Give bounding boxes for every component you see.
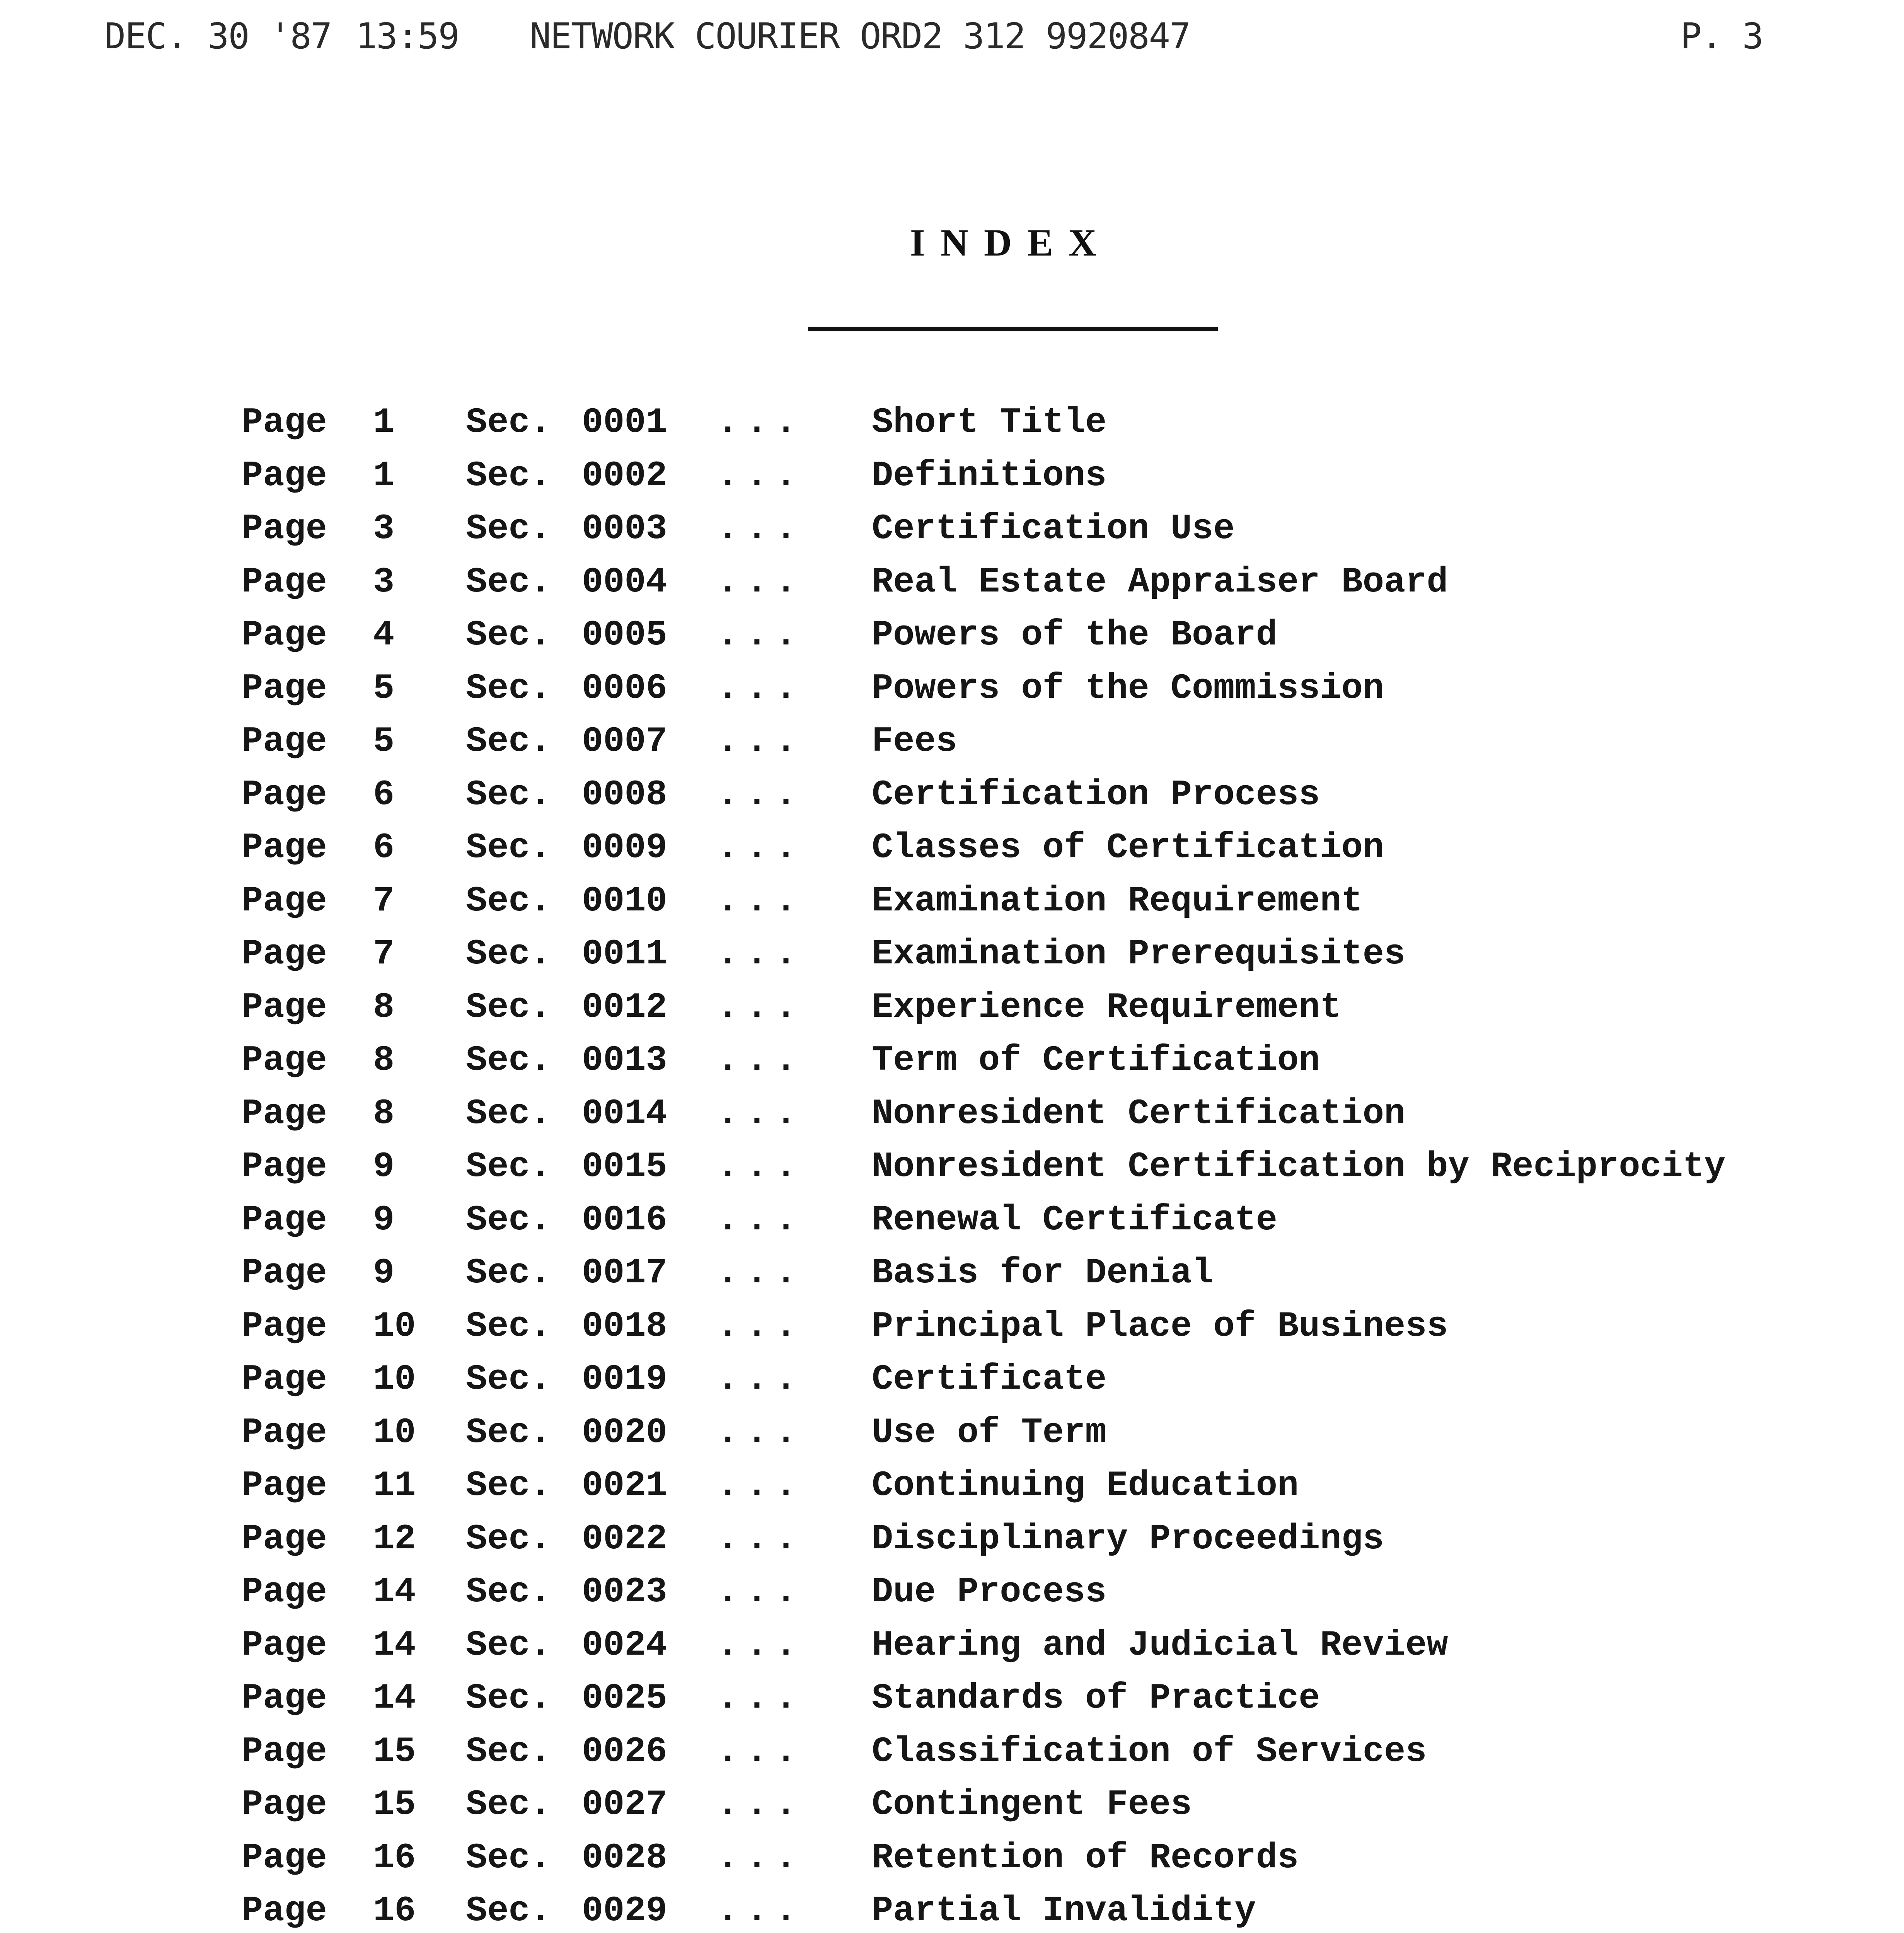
entry-title: Principal Place of Business xyxy=(872,1306,1448,1347)
fax-time: 13:59 xyxy=(356,15,459,57)
entry-sec-label: Sec. xyxy=(466,1093,551,1134)
entry-sec-number: 0002 xyxy=(582,455,667,496)
entry-page-label: Page xyxy=(242,880,327,921)
entry-sec-number: 0004 xyxy=(582,561,667,602)
entry-dot-leader: ... xyxy=(717,615,805,655)
entry-sec-number: 0022 xyxy=(582,1518,667,1559)
entry-title: Definitions xyxy=(872,455,1107,496)
entry-sec-label: Sec. xyxy=(466,880,551,921)
index-entry xyxy=(236,1093,1898,1147)
entry-sec-number: 0024 xyxy=(582,1624,667,1665)
entry-page-label: Page xyxy=(242,1306,327,1347)
index-entry xyxy=(236,1838,1898,1891)
index-entry xyxy=(236,827,1898,881)
entry-page-label: Page xyxy=(242,668,327,709)
entry-sec-label: Sec. xyxy=(466,1731,551,1772)
entry-page-number: 7 xyxy=(373,880,395,921)
entry-dot-leader: ... xyxy=(717,934,805,974)
entry-page-number: 7 xyxy=(373,934,395,974)
entry-sec-label: Sec. xyxy=(466,721,551,762)
fax-header xyxy=(104,15,1763,62)
entry-sec-label: Sec. xyxy=(466,1624,551,1665)
index-entry xyxy=(236,508,1898,562)
entry-sec-label: Sec. xyxy=(466,1040,551,1081)
entry-page-number: 15 xyxy=(373,1731,416,1772)
entry-title: Experience Requirement xyxy=(872,987,1341,1028)
entry-page-label: Page xyxy=(242,987,327,1028)
entry-title: Continuing Education xyxy=(872,1465,1299,1506)
entry-sec-number: 0016 xyxy=(582,1199,667,1240)
entry-page-number: 10 xyxy=(373,1412,416,1453)
entry-sec-number: 0011 xyxy=(582,934,667,974)
entry-title: Disciplinary Proceedings xyxy=(872,1518,1384,1559)
entry-sec-number: 0025 xyxy=(582,1678,667,1718)
entry-page-label: Page xyxy=(242,1890,327,1931)
entry-title: Powers of the Board xyxy=(872,615,1277,655)
entry-page-number: 15 xyxy=(373,1784,416,1825)
entry-sec-number: 0018 xyxy=(582,1306,667,1347)
entry-page-number: 14 xyxy=(373,1624,416,1665)
entry-sec-number: 0019 xyxy=(582,1359,667,1399)
entry-sec-number: 0014 xyxy=(582,1093,667,1134)
entry-dot-leader: ... xyxy=(717,1890,805,1931)
entry-dot-leader: ... xyxy=(717,561,805,602)
entry-page-label: Page xyxy=(242,1731,327,1772)
entry-page-label: Page xyxy=(242,1784,327,1825)
entry-page-number: 6 xyxy=(373,774,395,815)
fax-sender: NETWORK COURIER ORD2 312 9920847 xyxy=(530,15,1190,57)
entry-page-label: Page xyxy=(242,1465,327,1506)
index-entry xyxy=(236,721,1898,774)
entry-dot-leader: ... xyxy=(717,1040,805,1081)
entry-dot-leader: ... xyxy=(717,402,805,443)
entry-sec-number: 0029 xyxy=(582,1890,667,1931)
index-entry xyxy=(236,1784,1898,1838)
entry-title: Term of Certification xyxy=(872,1040,1320,1081)
entry-sec-label: Sec. xyxy=(466,987,551,1028)
entry-page-label: Page xyxy=(242,1253,327,1293)
entry-sec-label: Sec. xyxy=(466,402,551,443)
entry-sec-label: Sec. xyxy=(466,1678,551,1718)
entry-sec-label: Sec. xyxy=(466,1146,551,1187)
entry-title: Retention of Records xyxy=(872,1837,1299,1878)
entry-title: Standards of Practice xyxy=(872,1678,1320,1718)
index-entry xyxy=(236,1253,1898,1306)
entry-page-label: Page xyxy=(242,1412,327,1453)
entry-title: Contingent Fees xyxy=(872,1784,1192,1825)
entry-page-label: Page xyxy=(242,1518,327,1559)
entry-dot-leader: ... xyxy=(717,1146,805,1187)
index-entry xyxy=(236,1890,1898,1933)
entry-page-number: 6 xyxy=(373,827,395,868)
entry-sec-number: 0028 xyxy=(582,1837,667,1878)
entry-title: Basis for Denial xyxy=(872,1253,1214,1293)
document-title: INDEX xyxy=(910,221,1112,264)
entry-page-number: 11 xyxy=(373,1465,416,1506)
fax-page-number: P. 3 xyxy=(1680,15,1763,57)
entry-page-label: Page xyxy=(242,1678,327,1718)
entry-sec-number: 0001 xyxy=(582,402,667,443)
entry-sec-label: Sec. xyxy=(466,615,551,655)
entry-dot-leader: ... xyxy=(717,1359,805,1399)
entry-title: Due Process xyxy=(872,1572,1107,1612)
index-entry xyxy=(236,1678,1898,1731)
entry-title: Partial Invalidity xyxy=(872,1890,1256,1931)
entry-sec-label: Sec. xyxy=(466,455,551,496)
entry-page-label: Page xyxy=(242,1624,327,1665)
entry-page-number: 9 xyxy=(373,1146,395,1187)
index-entry xyxy=(236,1146,1898,1200)
entry-dot-leader: ... xyxy=(717,987,805,1028)
entry-page-label: Page xyxy=(242,1040,327,1081)
entry-page-label: Page xyxy=(242,402,327,443)
entry-dot-leader: ... xyxy=(717,1518,805,1559)
entry-sec-number: 0009 xyxy=(582,827,667,868)
index-entry xyxy=(236,1040,1898,1093)
entry-page-number: 12 xyxy=(373,1518,416,1559)
entry-dot-leader: ... xyxy=(717,508,805,549)
entry-sec-number: 0026 xyxy=(582,1731,667,1772)
entry-dot-leader: ... xyxy=(717,1784,805,1825)
index-entry xyxy=(236,455,1898,509)
entry-page-label: Page xyxy=(242,615,327,655)
entry-page-number: 14 xyxy=(373,1572,416,1612)
entry-title: Powers of the Commission xyxy=(872,668,1384,709)
entry-title: Examination Requirement xyxy=(872,880,1363,921)
title-underline xyxy=(808,327,1218,331)
entry-sec-label: Sec. xyxy=(466,1572,551,1612)
entry-sec-number: 0005 xyxy=(582,615,667,655)
entry-dot-leader: ... xyxy=(717,1412,805,1453)
entry-sec-number: 0021 xyxy=(582,1465,667,1506)
entry-title: Short Title xyxy=(872,402,1107,443)
entry-dot-leader: ... xyxy=(717,774,805,815)
index-entry xyxy=(236,668,1898,721)
index-entry xyxy=(236,615,1898,668)
entry-sec-number: 0017 xyxy=(582,1253,667,1293)
index-entry xyxy=(236,1625,1898,1678)
entry-sec-number: 0023 xyxy=(582,1572,667,1612)
entry-dot-leader: ... xyxy=(717,1731,805,1772)
entry-sec-label: Sec. xyxy=(466,1784,551,1825)
entry-page-label: Page xyxy=(242,455,327,496)
entry-title: Hearing and Judicial Review xyxy=(872,1624,1448,1665)
entry-dot-leader: ... xyxy=(717,455,805,496)
entry-page-number: 16 xyxy=(373,1837,416,1878)
entry-title: Certification Process xyxy=(872,774,1320,815)
entry-title: Certification Use xyxy=(872,508,1235,549)
entry-sec-number: 0013 xyxy=(582,1040,667,1081)
index-list xyxy=(236,402,1898,1933)
entry-page-number: 3 xyxy=(373,508,395,549)
entry-page-label: Page xyxy=(242,774,327,815)
entry-page-number: 1 xyxy=(373,455,395,496)
entry-page-number: 1 xyxy=(373,402,395,443)
index-entry xyxy=(236,1200,1898,1253)
entry-page-label: Page xyxy=(242,561,327,602)
entry-sec-number: 0020 xyxy=(582,1412,667,1453)
index-entry xyxy=(236,562,1898,615)
entry-sec-number: 0015 xyxy=(582,1146,667,1187)
index-entry xyxy=(236,1412,1898,1466)
entry-title: Use of Term xyxy=(872,1412,1107,1453)
entry-page-label: Page xyxy=(242,934,327,974)
entry-sec-label: Sec. xyxy=(466,1412,551,1453)
entry-sec-number: 0027 xyxy=(582,1784,667,1825)
index-entry xyxy=(236,881,1898,934)
entry-sec-label: Sec. xyxy=(466,1199,551,1240)
index-entry xyxy=(236,1572,1898,1625)
index-entry xyxy=(236,402,1898,455)
entry-page-number: 8 xyxy=(373,987,395,1028)
index-entry xyxy=(236,987,1898,1040)
entry-page-number: 8 xyxy=(373,1093,395,1134)
entry-page-label: Page xyxy=(242,827,327,868)
entry-dot-leader: ... xyxy=(717,1465,805,1506)
entry-page-label: Page xyxy=(242,721,327,762)
entry-page-number: 9 xyxy=(373,1199,395,1240)
entry-page-number: 10 xyxy=(373,1306,416,1347)
entry-sec-label: Sec. xyxy=(466,561,551,602)
entry-page-label: Page xyxy=(242,508,327,549)
entry-dot-leader: ... xyxy=(717,1678,805,1718)
entry-page-number: 10 xyxy=(373,1359,416,1399)
entry-title: Nonresident Certification xyxy=(872,1093,1406,1134)
entry-sec-label: Sec. xyxy=(466,1518,551,1559)
entry-page-label: Page xyxy=(242,1146,327,1187)
entry-dot-leader: ... xyxy=(717,1306,805,1347)
entry-dot-leader: ... xyxy=(717,1572,805,1612)
entry-sec-number: 0003 xyxy=(582,508,667,549)
entry-sec-label: Sec. xyxy=(466,1465,551,1506)
entry-page-number: 3 xyxy=(373,561,395,602)
entry-sec-label: Sec. xyxy=(466,1306,551,1347)
index-entry xyxy=(236,1359,1898,1412)
entry-title: Classes of Certification xyxy=(872,827,1384,868)
entry-page-label: Page xyxy=(242,1093,327,1134)
entry-dot-leader: ... xyxy=(717,1624,805,1665)
entry-dot-leader: ... xyxy=(717,880,805,921)
entry-title: Nonresident Certification by Reciprocity xyxy=(872,1146,1726,1187)
entry-page-number: 14 xyxy=(373,1678,416,1718)
entry-dot-leader: ... xyxy=(717,827,805,868)
entry-sec-label: Sec. xyxy=(466,1837,551,1878)
entry-sec-label: Sec. xyxy=(466,1359,551,1399)
index-entry xyxy=(236,1306,1898,1359)
entry-sec-number: 0010 xyxy=(582,880,667,921)
entry-sec-label: Sec. xyxy=(466,508,551,549)
entry-dot-leader: ... xyxy=(717,721,805,762)
entry-page-label: Page xyxy=(242,1837,327,1878)
entry-page-label: Page xyxy=(242,1199,327,1240)
index-entry xyxy=(236,774,1898,828)
entry-page-label: Page xyxy=(242,1359,327,1399)
index-entry xyxy=(236,934,1898,987)
entry-dot-leader: ... xyxy=(717,1837,805,1878)
entry-dot-leader: ... xyxy=(717,668,805,709)
entry-sec-label: Sec. xyxy=(466,774,551,815)
index-entry xyxy=(236,1519,1898,1572)
entry-page-number: 9 xyxy=(373,1253,395,1293)
entry-page-number: 16 xyxy=(373,1890,416,1931)
entry-title: Classification of Services xyxy=(872,1731,1427,1772)
entry-sec-number: 0008 xyxy=(582,774,667,815)
index-entry xyxy=(236,1731,1898,1785)
entry-page-number: 5 xyxy=(373,668,395,709)
entry-sec-label: Sec. xyxy=(466,827,551,868)
entry-sec-label: Sec. xyxy=(466,1253,551,1293)
entry-sec-label: Sec. xyxy=(466,934,551,974)
entry-title: Fees xyxy=(872,721,957,762)
entry-dot-leader: ... xyxy=(717,1253,805,1293)
entry-dot-leader: ... xyxy=(717,1093,805,1134)
entry-page-label: Page xyxy=(242,1572,327,1612)
entry-dot-leader: ... xyxy=(717,1199,805,1240)
entry-title: Examination Prerequisites xyxy=(872,934,1406,974)
entry-sec-number: 0007 xyxy=(582,721,667,762)
entry-title: Renewal Certificate xyxy=(872,1199,1277,1240)
entry-page-number: 8 xyxy=(373,1040,395,1081)
entry-sec-label: Sec. xyxy=(466,1890,551,1931)
fax-date: DEC. 30 '87 xyxy=(104,15,332,57)
entry-title: Certificate xyxy=(872,1359,1107,1399)
entry-title: Real Estate Appraiser Board xyxy=(872,561,1448,602)
entry-page-number: 4 xyxy=(373,615,395,655)
entry-sec-number: 0012 xyxy=(582,987,667,1028)
entry-page-number: 5 xyxy=(373,721,395,762)
entry-sec-label: Sec. xyxy=(466,668,551,709)
entry-sec-number: 0006 xyxy=(582,668,667,709)
index-entry xyxy=(236,1465,1898,1519)
